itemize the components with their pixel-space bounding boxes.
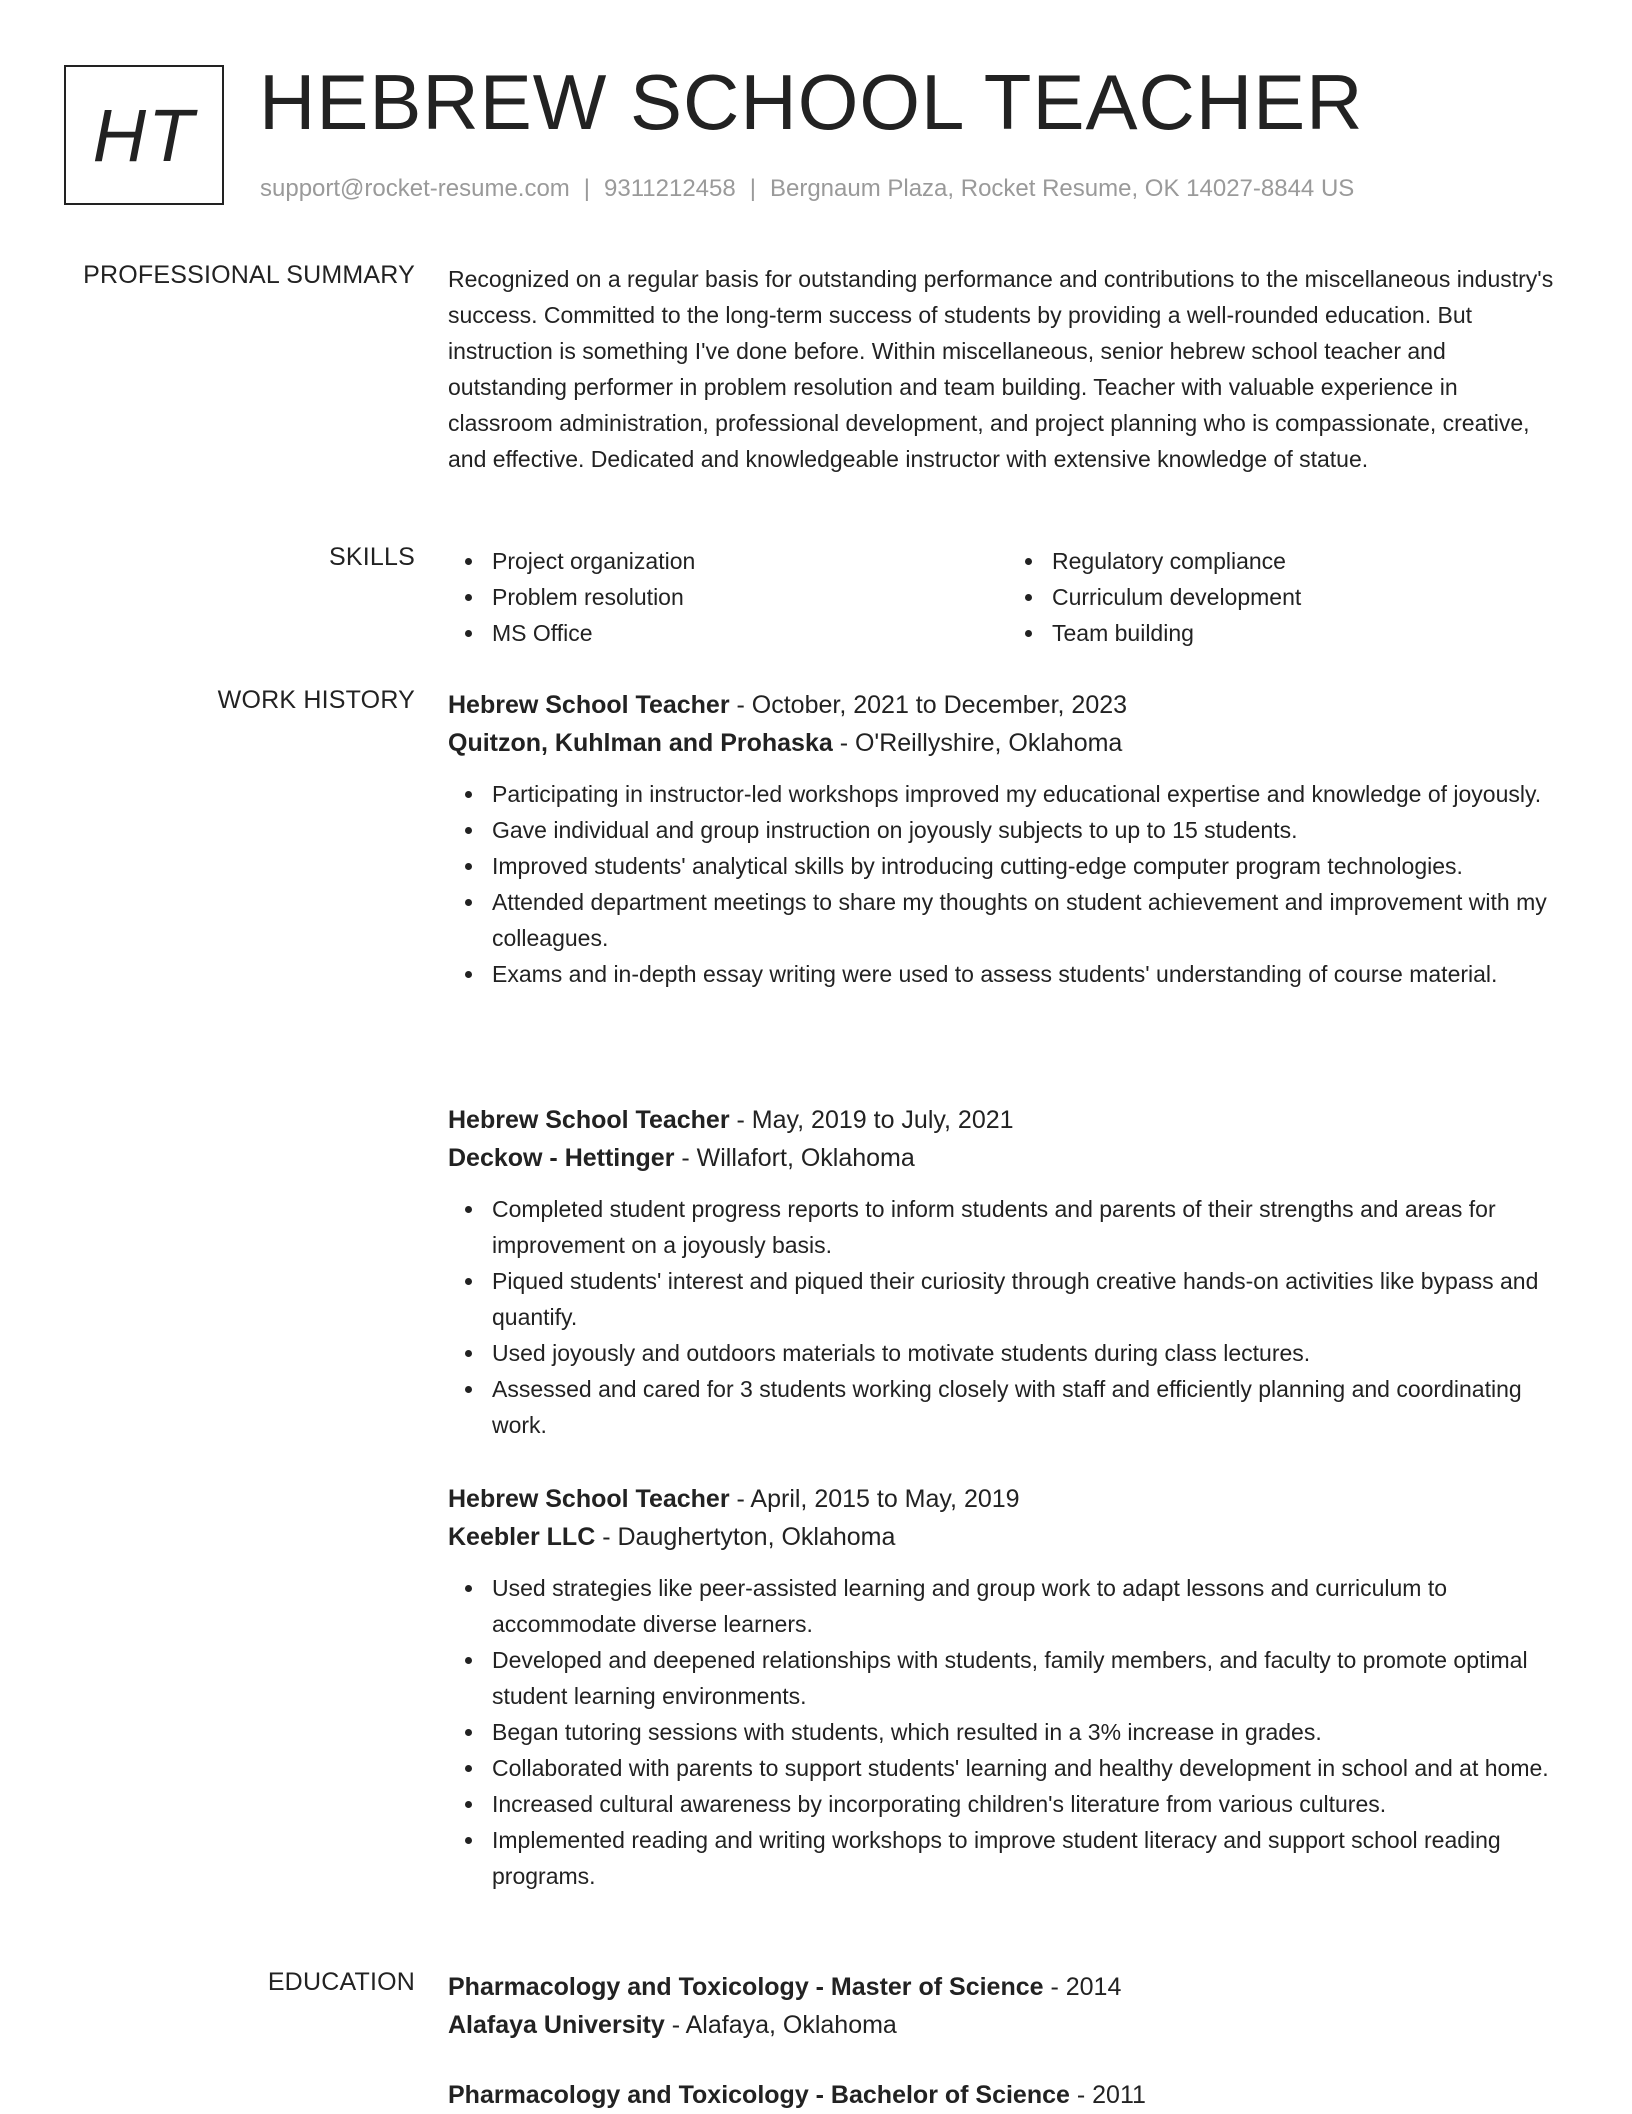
section-label-work-history: WORK HISTORY: [217, 686, 415, 714]
skill-item: Project organization: [492, 543, 1008, 579]
job-title: Hebrew School Teacher: [448, 1485, 730, 1513]
education-school-line: [448, 2006, 1568, 2044]
job-bullets: [448, 776, 1568, 992]
skill-item: Regulatory compliance: [1052, 543, 1568, 579]
skills-body: [448, 543, 1568, 651]
job-dates: - October, 2021 to December, 2023: [729, 691, 1128, 719]
monogram-logo: HT: [64, 65, 224, 205]
job-bullet: Exams and in-depth essay writing were used to assess students' understanding of course material.: [492, 956, 1568, 992]
education-year: - 2011: [1069, 2081, 1146, 2109]
education-entry: [448, 2076, 1568, 2114]
job-entry: [448, 1101, 1568, 1443]
job-bullet: Collaborated with parents to support students' learning and healthy development in school and at home.: [492, 1750, 1568, 1786]
job-title-line: [448, 1101, 1568, 1139]
job-location: - Daughertyton, Oklahoma: [595, 1523, 896, 1551]
section-label-education: EDUCATION: [267, 1968, 415, 1996]
contact-address: Bergnaum Plaza, Rocket Resume, OK 14027-8844 US: [769, 175, 1355, 202]
education-degree: Pharmacology and Toxicology - Bachelor of Science: [448, 2081, 1070, 2109]
job-entry: [448, 1480, 1568, 1894]
job-bullet: Piqued students' interest and piqued their curiosity through creative hands-on activities like bypass and quantify.: [492, 1263, 1568, 1335]
job-bullet: Began tutoring sessions with students, which resulted in a 3% increase in grades.: [492, 1714, 1568, 1750]
job-bullet: Used joyously and outdoors materials to motivate students during class lectures.: [492, 1335, 1568, 1371]
job-company: Deckow - Hettinger: [448, 1144, 675, 1172]
job-company: Quitzon, Kuhlman and Prohaska: [448, 729, 833, 757]
summary-text: Recognized on a regular basis for outstanding performance and contributions to the miscellaneous industry's success. Committed to the long-term success of students by providing a well-rounded education. But instruction is something I've done before. Within miscellaneous, senior hebrew school teacher and outstanding performer in problem resolution and team building. Teacher with valuable experience in classroom administration, professional development, and project planning who is compassionate, creative, and effective. Dedicated and knowledgeable instructor with extensive knowledge of statue.: [448, 266, 1554, 472]
skill-item: Problem resolution: [492, 579, 1008, 615]
skills-column-right: [1008, 543, 1568, 651]
contact-phone: 9311212458: [604, 175, 736, 202]
job-bullet: Increased cultural awareness by incorporating children's literature from various cultures.: [492, 1786, 1568, 1822]
education-year: - 2014: [1043, 1973, 1122, 2001]
section-label-summary: PROFESSIONAL SUMMARY: [83, 261, 415, 289]
section-label-skills: SKILLS: [329, 543, 415, 571]
job-title-line: [448, 686, 1568, 724]
skill-item: Team building: [1052, 615, 1568, 651]
job-bullet: Completed student progress reports to inform students and parents of their strengths and areas for improvement on a joyously basis.: [492, 1191, 1568, 1263]
job-dates: - April, 2015 to May, 2019: [729, 1485, 1020, 1513]
job-bullets: [448, 1191, 1568, 1443]
job-bullet: Implemented reading and writing workshops to improve student literacy and support school reading programs.: [492, 1822, 1568, 1894]
job-bullet: Gave individual and group instruction on joyously subjects to up to 15 students.: [492, 812, 1568, 848]
contact-separator: |: [583, 175, 591, 202]
job-bullets: [448, 1570, 1568, 1894]
education-location: - Alafaya, Oklahoma: [664, 2011, 897, 2039]
summary-body: [448, 261, 1568, 477]
job-company-line: [448, 1518, 1568, 1556]
job-title: Hebrew School Teacher: [448, 1106, 730, 1134]
job-title-line: [448, 1480, 1568, 1518]
job-company: Keebler LLC: [448, 1523, 596, 1551]
job-entry: [448, 686, 1568, 992]
skills-column-left: [448, 543, 1008, 651]
job-bullet: Developed and deepened relationships with students, family members, and faculty to promote optimal student learning environments.: [492, 1642, 1568, 1714]
skill-item: Curriculum development: [1052, 579, 1568, 615]
job-bullet: Assessed and cared for 3 students working closely with staff and efficiently planning and coordinating work.: [492, 1371, 1568, 1443]
job-company-line: [448, 724, 1568, 762]
education-school: Alafaya University: [448, 2011, 665, 2039]
contact-line: [260, 175, 1354, 203]
job-dates: - May, 2019 to July, 2021: [729, 1106, 1014, 1134]
job-bullet: Participating in instructor-led workshops improved my educational expertise and knowledge of joyously.: [492, 776, 1568, 812]
job-bullet: Improved students' analytical skills by introducing cutting-edge computer program technologies.: [492, 848, 1568, 884]
job-bullet: Used strategies like peer-assisted learning and group work to adapt lessons and curriculum to accommodate diverse learners.: [492, 1570, 1568, 1642]
skill-item: MS Office: [492, 615, 1008, 651]
education-degree-line: [448, 2076, 1568, 2114]
job-title: Hebrew School Teacher: [448, 691, 730, 719]
job-company-line: [448, 1139, 1568, 1177]
education-degree: Pharmacology and Toxicology - Master of Science: [448, 1973, 1044, 2001]
job-bullet: Attended department meetings to share my thoughts on student achievement and improvement with my colleagues.: [492, 884, 1568, 956]
page-title: HEBREW SCHOOL TEACHER: [259, 58, 1364, 146]
contact-separator: |: [749, 175, 756, 202]
education-entry: [448, 1968, 1568, 2044]
job-location: - O'Reillyshire, Oklahoma: [832, 729, 1123, 757]
education-degree-line: [448, 1968, 1568, 2006]
job-location: - Willafort, Oklahoma: [674, 1144, 915, 1172]
contact-email: support@rocket-resume.com: [260, 175, 570, 202]
